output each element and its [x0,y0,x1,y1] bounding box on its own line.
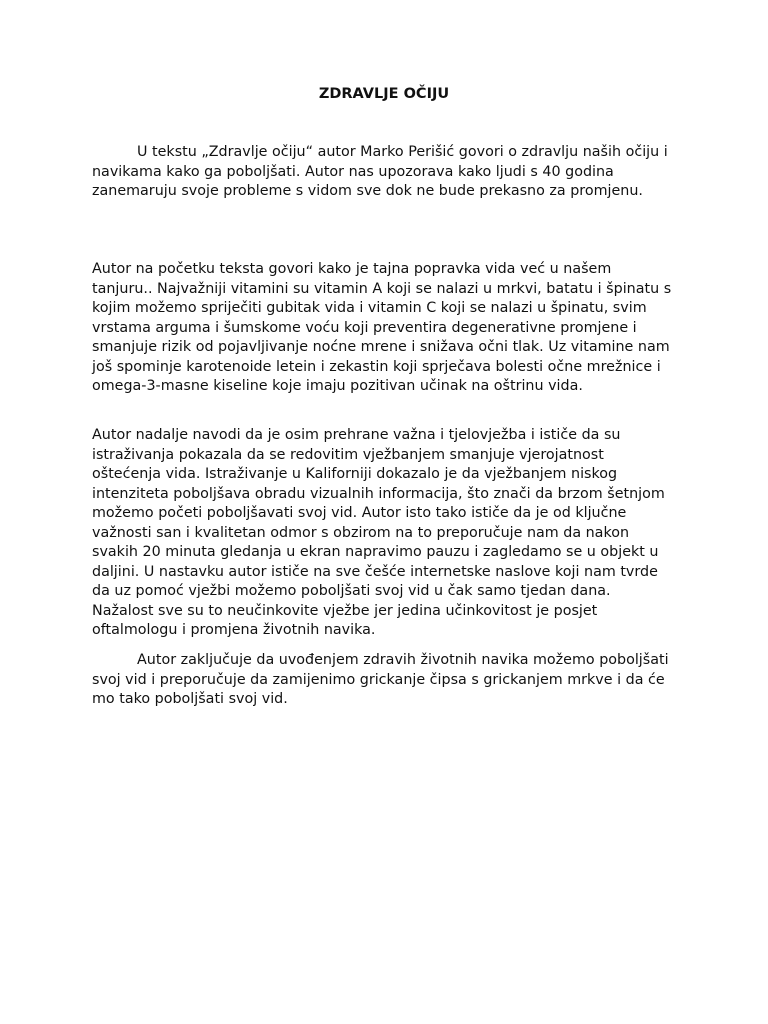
paragraph-intro: U tekstu „Zdravlje očiju“ autor Marko Perišić govori o zdravlju naših očiju i navikama kako ga poboljšati. Autor nas upozorava kako ljudi s 40 godina zanemaruju svoje probleme s vidom sve dok ne bude prekasno za promjenu. [92,144,668,199]
paragraph-conclusion: Autor zaključuje da uvođenjem zdravih životnih navika možemo poboljšati svoj vid i preporučuje da zamijenimo grickanje čipsa s grickanjem mrkve i da će mo tako poboljšati svoj vid. [92,652,669,707]
paragraph-vitamins: Autor na početku teksta govori kako je tajna popravka vida već u našem tanjuru.. Najvažniji vitamini su vitamin A koji se nalazi u mrkvi, batatu i špinatu s kojim možemo spriječiti gubitak vida i vitamin C koji se nalazi u špinatu, svim vrstama arguma i šumskome voću koji preventira degenerativne promjene i smanjuje rizik od pojavljivanje noćne mrene i snižava očni tlak. Uz vitamine nam još spominje karotenoide letein i zekastin koji sprječava bolesti očne mrežnice i omega-3-masne kiseline koje imaju pozitivan učinak na oštrinu vida. [92,261,672,394]
paragraph-exercise: Autor nadalje navodi da je osim prehrane važna i tjelovježba i ističe da su istraživanja pokazala da se redovitim vježbanjem smanjuje vjerojatnost oštećenja vida. Istraživanje u Kaliforniji dokazalo je da vježbanjem niskog intenziteta poboljšava obradu vizualnih informacija, što znači da brzom šetnjom možemo početi poboljšavati svoj vid. Autor isto tako ističe da je od ključne važnosti san i kvalitetan odmor s obzirom na to preporučuje nam da nakon svakih 20 minuta gledanja u ekran napravimo pauzu i zagledamo se u objekt u daljini. U nastavku autor ističe na sve češće internetske naslove koji nam tvrde da uz pomoć vježbi možemo poboljšati svoj vid u čak samo tjedan dana. Nažalost sve su to neučinkovite vježbe jer jedina učinkovitost je posjet oftalmologu i promjena životnih navika. [92,427,665,638]
document-title: ZDRAVLJE OČIJU [318,86,450,102]
